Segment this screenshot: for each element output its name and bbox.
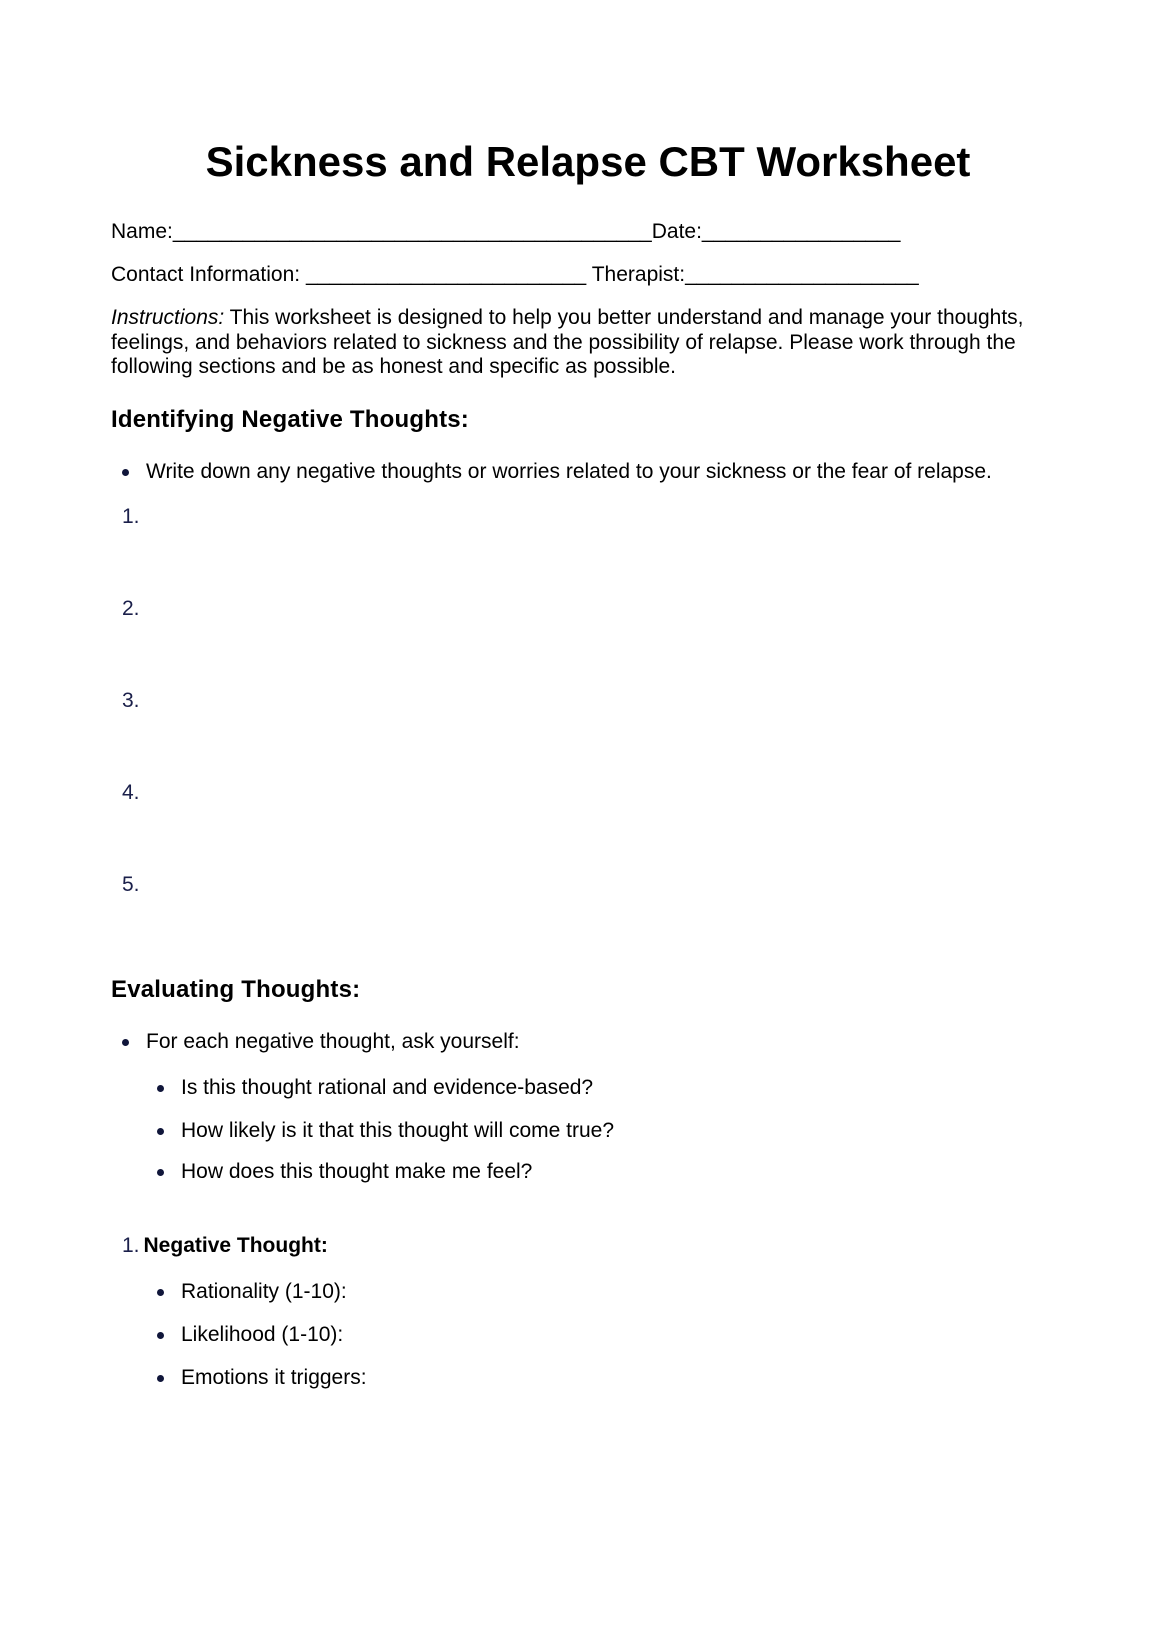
therapist-label: Therapist: <box>591 263 686 286</box>
page-title: Sickness and Relapse CBT Worksheet <box>205 138 971 185</box>
contact-label: Contact Information: <box>111 263 301 286</box>
item-number: 1. <box>122 1234 140 1257</box>
sub-list-item <box>181 1118 614 1144</box>
bullet-text: How likely is it that this thought will come true? <box>181 1119 615 1142</box>
bullet-text: Emotions it triggers: <box>181 1366 367 1389</box>
item-number: 5. <box>122 873 140 896</box>
item-number: 1. <box>122 505 140 528</box>
sub-list-item <box>181 1075 593 1101</box>
bullet-text: Likelihood (1-10): <box>181 1323 344 1346</box>
thought-entry-4[interactable] <box>122 780 140 806</box>
bullet-icon <box>157 1169 164 1176</box>
negative-thought-item <box>122 1233 328 1259</box>
bullet-icon <box>157 1375 164 1382</box>
date-field[interactable]: _________________ <box>701 220 901 243</box>
name-field[interactable]: _________________________________________ <box>172 220 652 243</box>
negative-thought-label: Negative Thought: <box>143 1234 328 1257</box>
bullet-text: How does this thought make me feel? <box>181 1160 533 1183</box>
thought-entry-1[interactable] <box>122 504 140 530</box>
date-label: Date: <box>651 220 702 243</box>
rationality-field[interactable] <box>181 1279 347 1305</box>
thought-entry-5[interactable] <box>122 872 140 898</box>
list-item <box>146 1029 520 1055</box>
sub-list-item <box>181 1159 532 1185</box>
therapist-field[interactable]: ____________________ <box>685 263 919 286</box>
emotions-field[interactable] <box>181 1365 367 1391</box>
instructions-text: This worksheet is designed to help you better understand and manage your thoughts, feelings, and behaviors related to sickness and the possibility of relapse. Please work through the following sections and be as honest and specific as possible. <box>111 306 1024 378</box>
bullet-text: Is this thought rational and evidence-based? <box>181 1076 594 1099</box>
name-label: Name: <box>111 220 173 243</box>
bullet-icon <box>122 469 129 476</box>
section-heading-evaluating: Evaluating Thoughts: <box>111 976 361 1003</box>
instructions-label: Instructions: <box>111 306 225 329</box>
bullet-icon <box>157 1085 164 1092</box>
bullet-text: Write down any negative thoughts or worries related to your sickness or the fear of relapse. <box>146 460 992 483</box>
contact-therapist-row <box>111 263 919 287</box>
bullet-text: Rationality (1-10): <box>181 1280 347 1303</box>
thought-entry-2[interactable] <box>122 596 140 622</box>
contact-field[interactable]: ________________________ <box>305 263 587 286</box>
likelihood-field[interactable] <box>181 1322 343 1348</box>
list-item <box>146 459 992 485</box>
bullet-icon <box>157 1332 164 1339</box>
bullet-text: For each negative thought, ask yourself: <box>146 1030 520 1053</box>
bullet-icon <box>122 1039 129 1046</box>
item-number: 4. <box>122 781 140 804</box>
bullet-icon <box>157 1128 164 1135</box>
item-number: 3. <box>122 689 140 712</box>
bullet-icon <box>157 1289 164 1296</box>
thought-entry-3[interactable] <box>122 688 140 714</box>
instructions <box>111 306 1071 380</box>
name-date-row <box>111 220 900 244</box>
section-heading-identifying: Identifying Negative Thoughts: <box>111 406 469 433</box>
item-number: 2. <box>122 597 140 620</box>
